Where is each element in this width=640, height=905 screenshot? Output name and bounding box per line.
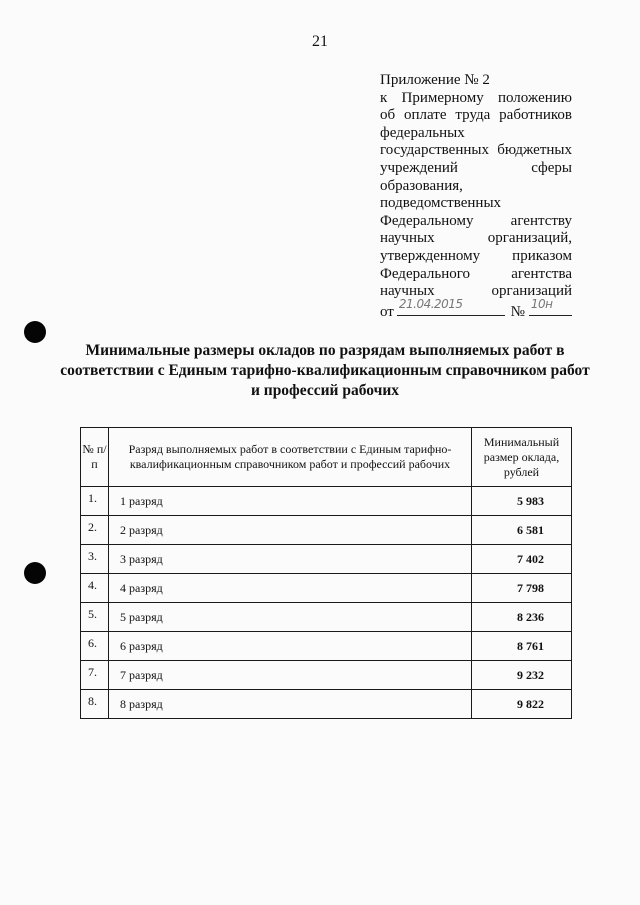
col-header-number: № п/п — [81, 428, 109, 487]
handwritten-date: 21.04.2015 — [398, 297, 463, 312]
row-grade: 8 разряд — [109, 690, 472, 719]
number-label: № — [510, 303, 525, 320]
row-salary: 7 798 — [472, 574, 572, 603]
row-grade: 6 разряд — [109, 632, 472, 661]
table-row — [81, 574, 572, 603]
appendix-line: научных организаций, — [380, 230, 572, 247]
row-number: 3. — [81, 545, 109, 574]
punch-hole-icon — [24, 321, 46, 343]
row-salary: 9 232 — [472, 661, 572, 690]
row-salary: 9 822 — [472, 690, 572, 719]
punch-hole-icon — [24, 562, 46, 584]
table-row — [81, 487, 572, 516]
row-number: 6. — [81, 632, 109, 661]
row-salary: 6 581 — [472, 516, 572, 545]
appendix-block — [380, 72, 572, 321]
appendix-line: Федерального агентства — [380, 265, 572, 282]
appendix-line: Приложение № 2 — [380, 72, 490, 88]
order-date-number-line — [380, 297, 572, 322]
salary-table — [80, 427, 572, 719]
table-row — [81, 516, 572, 545]
number-field — [529, 297, 572, 316]
appendix-line: государственных бюджетных — [380, 142, 572, 159]
row-salary: 5 983 — [472, 487, 572, 516]
row-number: 7. — [81, 661, 109, 690]
appendix-line: подведомственных — [380, 195, 502, 212]
appendix-line: к Примерному положению — [380, 89, 572, 106]
handwritten-number: 10н — [530, 297, 553, 312]
row-number: 5. — [81, 603, 109, 632]
col-header-grade: Разряд выполняемых работ в соответствии с Единым тарифно-квалификационным справочником работ и профессий рабочих — [109, 428, 472, 487]
row-number: 2. — [81, 516, 109, 545]
row-salary: 7 402 — [472, 545, 572, 574]
row-number: 1. — [81, 487, 109, 516]
appendix-line: учреждений сферы — [380, 159, 572, 176]
document-title: Минимальные размеры окладов по разрядам выполняемых работ в соответствии с Единым тарифно-квалификационным справочником работ и профессий рабочих — [60, 342, 590, 399]
date-field — [397, 297, 505, 316]
table-row — [81, 661, 572, 690]
table-header-row — [81, 428, 572, 487]
row-grade: 2 разряд — [109, 516, 472, 545]
appendix-line: Федеральному агентству — [380, 212, 572, 229]
row-salary: 8 236 — [472, 603, 572, 632]
col-header-salary: Минимальный размер оклада, рублей — [472, 428, 572, 487]
from-label: от — [380, 303, 394, 320]
table-row — [81, 603, 572, 632]
row-grade: 3 разряд — [109, 545, 472, 574]
row-grade: 4 разряд — [109, 574, 472, 603]
row-grade: 1 разряд — [109, 487, 472, 516]
row-number: 8. — [81, 690, 109, 719]
page-number: 21 — [312, 33, 328, 50]
table-row — [81, 545, 572, 574]
row-number: 4. — [81, 574, 109, 603]
appendix-line: об оплате труда работников — [380, 107, 572, 124]
appendix-line: федеральных — [380, 124, 465, 141]
row-grade: 5 разряд — [109, 603, 472, 632]
row-grade: 7 разряд — [109, 661, 472, 690]
row-salary: 8 761 — [472, 632, 572, 661]
appendix-line: утвержденному приказом — [380, 247, 572, 264]
table-row — [81, 690, 572, 719]
appendix-line: образования, — [380, 177, 463, 194]
appendix-line: научных организаций — [380, 283, 572, 300]
table-row — [81, 632, 572, 661]
